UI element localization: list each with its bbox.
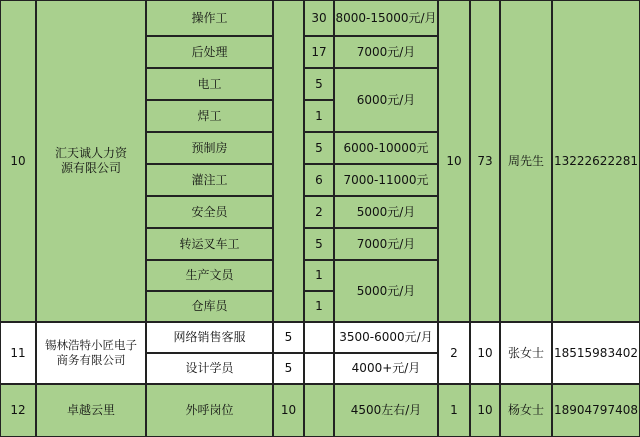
company-name: 卓越云里 xyxy=(36,384,146,437)
people-total: 73 xyxy=(470,0,500,322)
people-total: 10 xyxy=(470,384,500,437)
salary-cell: 6000元/月 xyxy=(334,68,438,132)
people-total: 10 xyxy=(470,322,500,384)
count-cell: 6 xyxy=(304,164,334,196)
position-cell: 电工 xyxy=(146,68,273,100)
position-cell: 安全员 xyxy=(146,196,273,228)
count-cell: 30 xyxy=(304,0,334,36)
contact-person: 周先生 xyxy=(500,0,552,322)
position-cell: 生产文员 xyxy=(146,260,273,291)
count-cell: 17 xyxy=(304,36,334,68)
position-cell: 预制房 xyxy=(146,132,273,164)
position-cell: 仓库员 xyxy=(146,291,273,322)
blank-cell xyxy=(304,353,334,384)
salary-cell: 5000元/月 xyxy=(334,260,438,322)
position-cell: 网络销售客服 xyxy=(146,322,273,353)
position-cell: 设计学员 xyxy=(146,353,273,384)
count-cell: 1 xyxy=(304,100,334,132)
position-cell: 外呼岗位 xyxy=(146,384,273,437)
contact-phone: 18515983402 xyxy=(552,322,640,384)
positions-total: 10 xyxy=(438,0,470,322)
count-cell: 2 xyxy=(304,196,334,228)
contact-person: 张女士 xyxy=(500,322,552,384)
row-index: 12 xyxy=(0,384,36,437)
count-cell: 5 xyxy=(304,228,334,260)
position-cell: 转运叉车工 xyxy=(146,228,273,260)
blank-column xyxy=(273,0,304,322)
row-index: 10 xyxy=(0,0,36,322)
position-cell: 操作工 xyxy=(146,0,273,36)
count-cell: 5 xyxy=(273,322,304,353)
contact-phone: 13222622281 xyxy=(552,0,640,322)
salary-cell: 5000元/月 xyxy=(334,196,438,228)
count-cell: 5 xyxy=(304,68,334,100)
salary-cell: 4500左右/月 xyxy=(334,384,438,437)
row-index: 11 xyxy=(0,322,36,384)
salary-cell: 7000元/月 xyxy=(334,36,438,68)
positions-total: 1 xyxy=(438,384,470,437)
count-cell: 5 xyxy=(304,132,334,164)
salary-cell: 7000元/月 xyxy=(334,228,438,260)
salary-cell: 7000-11000元 xyxy=(334,164,438,196)
salary-cell: 4000+元/月 xyxy=(334,353,438,384)
contact-person: 杨女士 xyxy=(500,384,552,437)
blank-cell xyxy=(304,322,334,353)
count-cell: 1 xyxy=(304,291,334,322)
company-name: 锡林浩特小匠电子商务有限公司 xyxy=(36,322,146,384)
position-cell: 灌注工 xyxy=(146,164,273,196)
count-cell: 10 xyxy=(273,384,304,437)
count-cell: 1 xyxy=(304,260,334,291)
contact-phone: 18904797408 xyxy=(552,384,640,437)
blank-cell xyxy=(304,384,334,437)
company-name: 汇天诚人力资源有限公司 xyxy=(36,0,146,322)
position-cell: 后处理 xyxy=(146,36,273,68)
position-cell: 焊工 xyxy=(146,100,273,132)
salary-cell: 6000-10000元 xyxy=(334,132,438,164)
positions-total: 2 xyxy=(438,322,470,384)
salary-cell: 3500-6000元/月 xyxy=(334,322,438,353)
count-cell: 5 xyxy=(273,353,304,384)
salary-cell: 8000-15000元/月 xyxy=(334,0,438,36)
